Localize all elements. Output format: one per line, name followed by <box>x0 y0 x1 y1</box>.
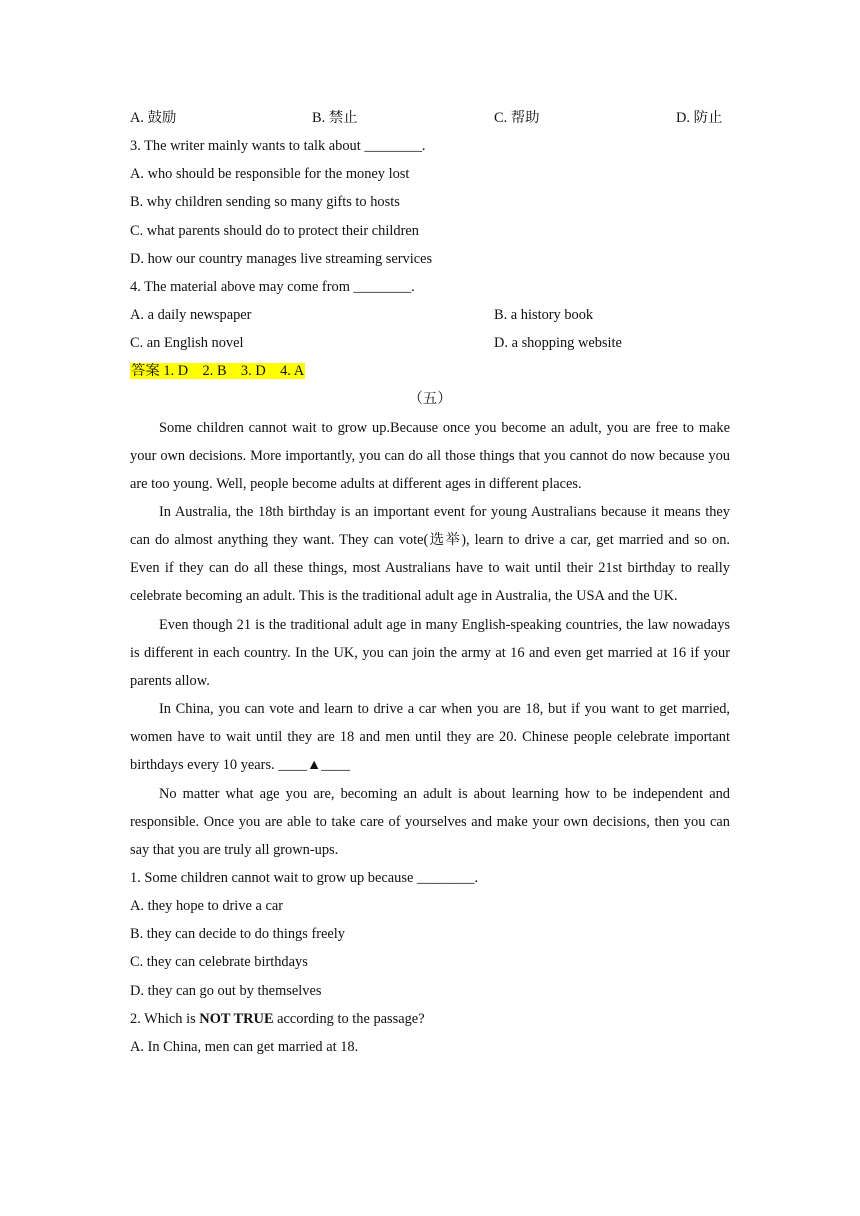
q4-options-row-1 <box>130 301 730 329</box>
q4-option-a: A. a daily newspaper <box>130 306 252 323</box>
document-page <box>130 104 730 1061</box>
q4-option-c: C. an English novel <box>130 335 244 352</box>
q4-option-b: B. a history book <box>494 306 594 323</box>
q2-options-row <box>130 104 730 132</box>
passage-q2-stem-post: according to the passage? <box>273 1010 425 1027</box>
q2-option-b: B. 禁止 <box>312 110 358 126</box>
passage-q2-option-a: A. In China, men can get married at 18. <box>130 1038 359 1055</box>
q4-stem: 4. The material above may come from ________. <box>130 278 415 295</box>
q4-option-d: D. a shopping website <box>494 335 622 352</box>
q3-option-d: D. how our country manages live streaming services <box>130 250 433 267</box>
passage-paragraph-1: Some children cannot wait to grow up.Because once you become an adult, you are free to make your own decisions. More importantly, you can do all those things that you cannot do now because you are too young. Well, people become adults at different ages in different places. <box>130 419 730 492</box>
passage-paragraph-5: No matter what age you are, becoming an adult is about learning how to be independent and responsible. Once you are able to take care of yourselves and make your own decisions, then you can say that you are truly all grown-ups. <box>130 785 730 858</box>
passage-q1-stem: 1. Some children cannot wait to grow up because ________. <box>130 870 479 887</box>
passage-q2-stem-bold: NOT TRUE <box>199 1010 274 1027</box>
q2-option-d: D. 防止 <box>676 110 723 126</box>
passage-q2-stem-pre: 2. Which is <box>130 1010 200 1027</box>
section-title: （五） <box>408 391 452 408</box>
passage-q1-option-a: A. they hope to drive a car <box>130 898 284 915</box>
q2-option-a: A. 鼓励 <box>130 110 177 126</box>
answer-row <box>130 357 730 385</box>
passage-q1-option-c: C. they can celebrate birthdays <box>130 954 308 971</box>
passage-paragraph-4: In China, you can vote and learn to drive a car when you are 18, but if you want to get married, women have to wait until they are 18 and men until they are 20. Chinese people celebrate important birthdays every 10 years. ____▲____ <box>130 701 730 774</box>
q3-option-b: B. why children sending so many gifts to hosts <box>130 194 400 211</box>
q3-stem: 3. The writer mainly wants to talk about ________. <box>130 138 426 155</box>
passage-paragraph-2: In Australia, the 18th birthday is an important event for young Australians because it means they can do almost anything they want. They can vote(选举), learn to drive a car, get married and so on. Even if they can do all these things, most Australians have to wait until their 21st birthday to really celebrate becoming an adult. This is the traditional adult age in Australia, the USA and the UK. <box>130 504 730 605</box>
passage-q1-option-d: D. they can go out by themselves <box>130 982 322 999</box>
q3-option-a: A. who should be responsible for the money lost <box>130 166 410 183</box>
q3-option-c: C. what parents should do to protect their children <box>130 222 419 239</box>
answer-key: 答案 1. D 2. B 3. D 4. A <box>131 363 305 380</box>
passage-paragraph-3: Even though 21 is the traditional adult age in many English-speaking countries, the law nowadays is different in each country. In the UK, you can join the army at 16 and even get married at 16 if your parents allow. <box>130 616 730 689</box>
q2-option-c: C. 帮助 <box>494 110 540 126</box>
passage-q1-option-b: B. they can decide to do things freely <box>130 926 345 943</box>
q4-options-row-2 <box>130 329 730 357</box>
passage-q2-stem <box>130 1005 730 1033</box>
